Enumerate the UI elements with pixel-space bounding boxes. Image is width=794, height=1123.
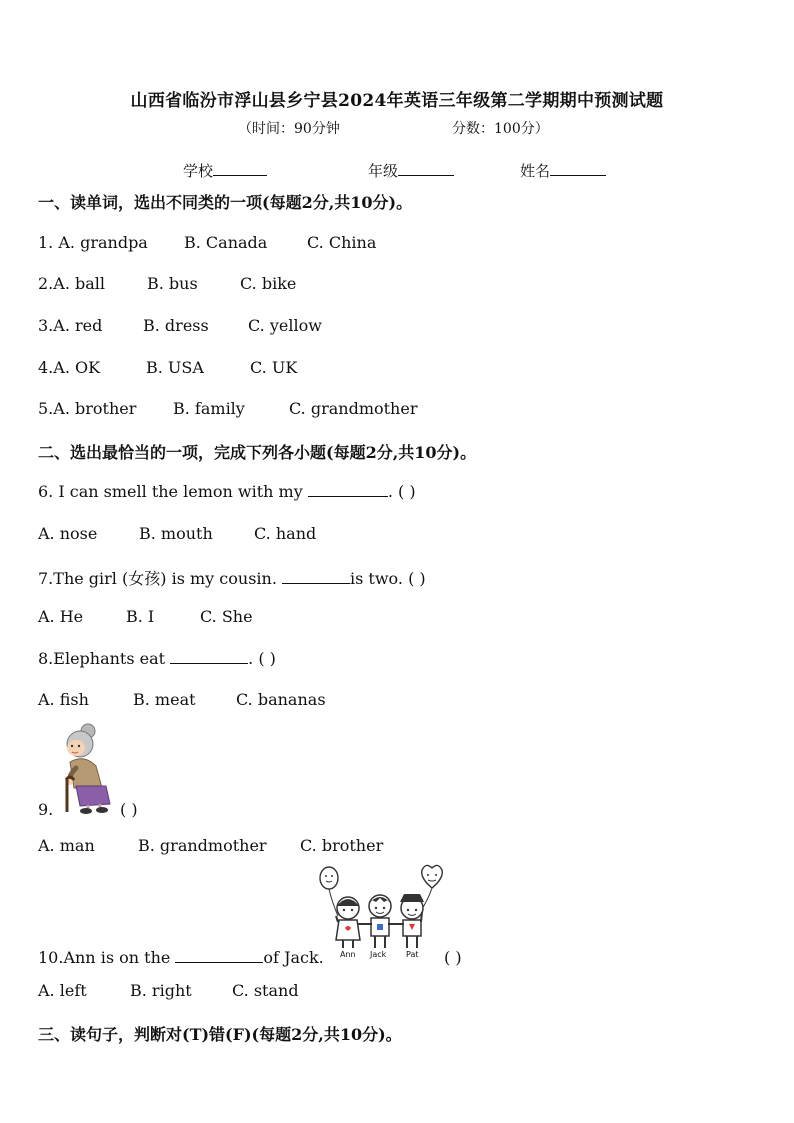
q10-answer-blank[interactable] (175, 948, 263, 963)
q5-option-a: A. brother (53, 399, 137, 418)
question-5 (38, 399, 136, 418)
q5-number: 5. (38, 399, 54, 418)
school-field (183, 160, 267, 181)
q10-answer-paren[interactable]: ( ) (444, 948, 462, 967)
q7-option-a: A. He (38, 607, 84, 626)
question-4 (38, 358, 100, 377)
q2-option-b: B. bus (147, 274, 198, 293)
question-3 (38, 316, 102, 335)
q7-option-c: C. She (200, 607, 253, 626)
grandmother-illustration (50, 722, 118, 816)
school-label: 学校 (183, 162, 214, 180)
q5-option-b: B. family (173, 399, 245, 418)
q4-number: 4. (38, 358, 54, 377)
grade-label: 年级 (368, 162, 399, 180)
section-3-heading: 三、读句子，判断对(T)错(F)(每题2分,共10分)。 (38, 1025, 402, 1044)
q8-answer-blank[interactable] (170, 649, 248, 664)
question-2 (38, 274, 105, 293)
q6-stem-end: . ( ) (387, 482, 416, 501)
q2-option-c: C. bike (240, 274, 297, 293)
q10-option-b: B. right (130, 981, 192, 1000)
question-7-stem (38, 566, 426, 589)
q10-stem-end: of Jack. (263, 948, 324, 967)
q10-stem-start: 10.Ann is on the (38, 948, 176, 967)
name-label: 姓名 (520, 162, 551, 180)
kid-label-pat: Pat (406, 950, 419, 959)
q4-option-a: A. OK (53, 358, 101, 377)
q9-option-a: A. man (38, 836, 95, 855)
q5-option-c: C. grandmother (289, 399, 418, 418)
q2-option-a: A. ball (53, 274, 106, 293)
question-1 (38, 233, 148, 252)
q3-option-b: B. dress (143, 316, 209, 335)
q8-option-a: A. fish (38, 690, 89, 709)
q3-option-a: A. red (53, 316, 103, 335)
kid-label-jack: Jack (370, 950, 387, 959)
q4-option-c: C. UK (250, 358, 298, 377)
q9-answer-paren[interactable]: ( ) (120, 800, 138, 819)
q3-number: 3. (38, 316, 54, 335)
q7-option-b: B. I (126, 607, 155, 626)
q8-option-b: B. meat (133, 690, 196, 709)
q2-number: 2. (38, 274, 54, 293)
q3-option-c: C. yellow (248, 316, 322, 335)
q7-stem-start: 7.The girl (女孩) is my cousin. (38, 569, 282, 588)
q7-stem-end: is two. ( ) (350, 569, 426, 588)
q6-option-b: B. mouth (139, 524, 213, 543)
exam-time: （时间：90分钟 (238, 121, 340, 137)
question-9-number: 9. (38, 800, 54, 819)
question-8-stem (38, 649, 276, 668)
q10-option-c: C. stand (232, 981, 299, 1000)
q7-answer-blank[interactable] (282, 569, 350, 584)
q8-stem-end: . ( ) (248, 649, 276, 668)
q10-option-a: A. left (38, 981, 87, 1000)
question-6-stem (38, 482, 416, 501)
grade-field (368, 160, 454, 181)
section-1-heading: 一、读单词，选出不同类的一项(每题2分,共10分)。 (38, 193, 413, 212)
q1-option-b: B. Canada (184, 233, 268, 252)
q8-option-c: C. bananas (236, 690, 326, 709)
question-10-stem (38, 948, 324, 967)
q6-stem-start: 6. I can smell the lemon with my (38, 482, 308, 501)
q1-number: 1. (38, 233, 59, 252)
q9-option-b: B. grandmother (138, 836, 267, 855)
kid-label-ann: Ann (340, 950, 356, 959)
exam-score: 分数：100分） (452, 121, 549, 137)
page-title: 山西省临汾市浮山县乡宁县2024年英语三年级第二学期期中预测试题 (130, 91, 664, 111)
name-field (520, 160, 606, 181)
section-2-heading: 二、选出最恰当的一项，完成下列各小题(每题2分,共10分)。 (38, 443, 477, 462)
q6-answer-blank[interactable] (308, 482, 388, 497)
q8-stem-start: 8.Elephants eat (38, 649, 171, 668)
q1-option-c: C. China (307, 233, 377, 252)
q9-option-c: C. brother (300, 836, 384, 855)
q1-option-a: A. grandpa (58, 233, 148, 252)
children-with-balloons-illustration (318, 864, 450, 964)
q6-option-c: C. hand (254, 524, 317, 543)
q6-option-a: A. nose (38, 524, 98, 543)
q4-option-b: B. USA (146, 358, 204, 377)
